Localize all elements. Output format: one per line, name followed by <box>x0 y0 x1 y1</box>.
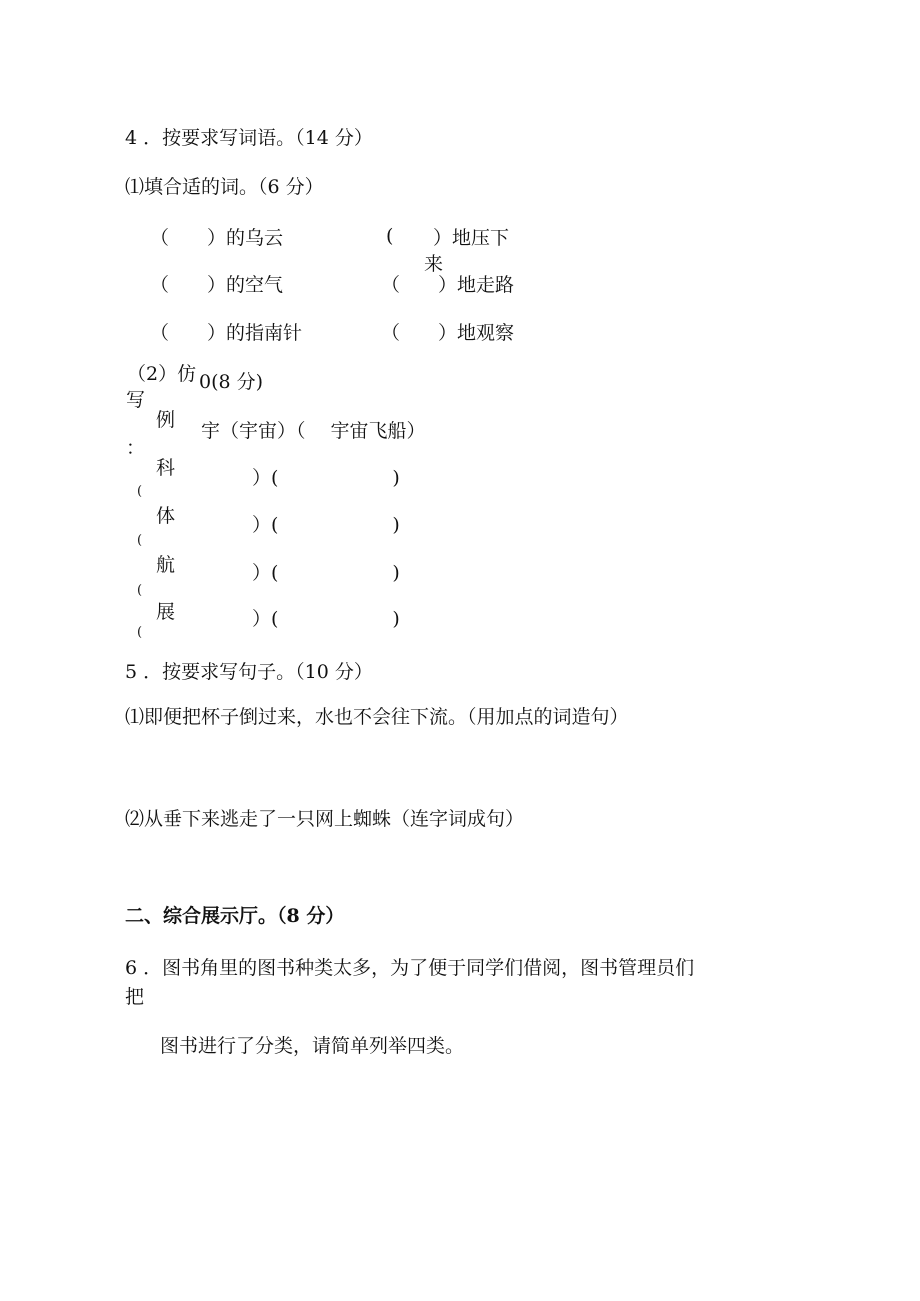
q5-title: 5 ．按要求写句子。（10 分） <box>125 661 373 683</box>
q4-row3-left: （ ）的指南针 <box>150 322 303 344</box>
imitate-row-2-blanks[interactable]: ）( ) <box>252 514 400 536</box>
q5-item1: ⑴即便把杯子倒过来，水也不会往下流。（用加点的词造句） <box>125 706 629 728</box>
q6-line2: 把 <box>125 986 145 1008</box>
section2-title: 二、综合展示厅。（8 分） <box>125 905 345 927</box>
q4-part2-title-a: （2）仿 <box>127 363 197 385</box>
q4-row1-right: ）地压下 <box>433 227 510 249</box>
q4-row2-left: （ ）的空气 <box>150 274 284 296</box>
imitate-row-4-blanks[interactable]: ）( ) <box>252 608 400 630</box>
q4-row1-left: （ ）的乌云 <box>150 227 284 249</box>
imitate-row-2-char: 体 <box>156 505 176 527</box>
q4-part2-side-xie: 写 <box>126 389 146 411</box>
imitate-row-4-char: 展 <box>156 601 176 623</box>
q4-part2-side-colon: ： <box>126 437 146 459</box>
imitate-row-3-char: 航 <box>156 554 176 576</box>
q4-row3-right: （ ）地观察 <box>381 322 515 344</box>
imitate-row-3-blanks[interactable]: ）( ) <box>252 562 400 584</box>
imitate-row-1-open: ( <box>137 484 143 499</box>
imitate-row-1-char: 科 <box>156 457 176 479</box>
imitate-row-1-blanks[interactable]: ）( ) <box>252 467 400 489</box>
q6-line1: 6 ．图书角里的图书种类太多，为了便于同学们借阅，图书管理员们 <box>125 957 695 979</box>
q4-row1-overflow: 来 <box>424 253 444 275</box>
q6-line3: 图书进行了分类，请简单列举四类。 <box>160 1035 465 1057</box>
example-text: 宇（宇宙）（ 宇宙飞船） <box>201 420 426 442</box>
q4-part1-title: ⑴填合适的词。（6 分） <box>125 176 324 198</box>
q4-title: 4 ．按要求写词语。（14 分） <box>125 127 373 149</box>
imitate-row-3-open: ( <box>137 583 143 598</box>
example-label: 例 <box>156 409 176 431</box>
imitate-row-4-open: ( <box>137 625 143 640</box>
q4-row1-right-open: ( <box>386 225 394 247</box>
q4-row2-right: （ ）地走路 <box>381 274 515 296</box>
imitate-row-2-open: ( <box>137 533 143 548</box>
q5-item2: ⑵从垂下来逃走了一只网上蜘蛛（连字词成句） <box>125 808 525 830</box>
q4-part2-title-b: 0(8 分) <box>199 371 264 393</box>
